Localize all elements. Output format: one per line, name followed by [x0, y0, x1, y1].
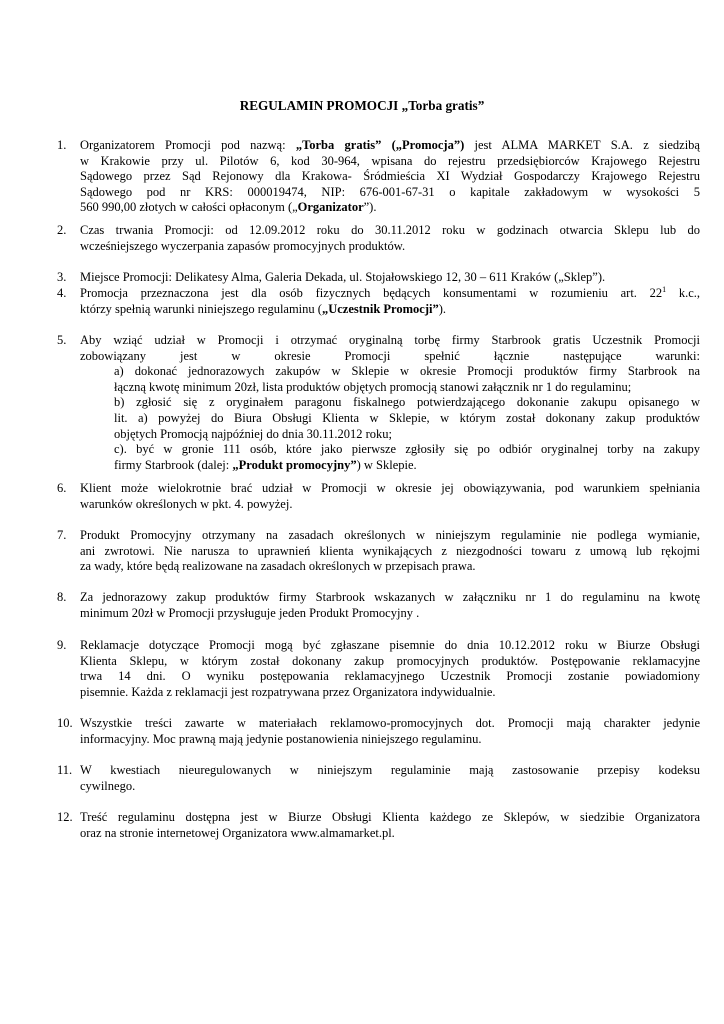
text-line: zobowiązany jest w okresie Promocji spełnić łącznie następujące warunki: [80, 348, 700, 363]
text-line: Sądowego przez Sąd Rejonowy dla Krakowa- Śródmieścia XI Wydział Gospodarczy Krajowego Rejestru [80, 169, 700, 184]
text-line: Sądowego pod nr KRS: 000019474, NIP: 676-001-67-31 o kapitale zakładowym w wysokości 5 [80, 184, 700, 199]
text-line: c). być w gronie 111 osób, które jako pierwsze zgłosiły się po odbiór oryginalnej torby na zakupy [114, 442, 700, 457]
item-number: 4. [57, 286, 67, 300]
text-line: Miejsce Promocji: Delikatesy Alma, Galeria Dekada, ul. Stojałowskiego 12, 30 – 611 Kraków („Sklep”). [80, 270, 606, 284]
text-line: informacyjny. Moc prawną mają jedynie postanowienia niniejszego regulaminu. [80, 731, 482, 746]
item-text [80, 138, 700, 216]
text-line: minimum 20zł w Promocji przysługuje jeden Produkt Promocyjny . [80, 605, 420, 620]
text-line: Reklamacje dotyczące Promocji mogą być zgłaszane pisemnie do dnia 10.12.2012 roku w Biurze Obsługi [80, 638, 700, 652]
item-text [80, 270, 700, 286]
text-line: oraz na stronie internetowej Organizatora www.almamarket.pl. [80, 825, 395, 840]
text-line: firmy Starbrook (dalej: „Produkt promocyjny”) w Sklepie. [114, 457, 417, 472]
bold-term: „Torba gratis” („Promocja”) [295, 138, 465, 152]
text-line: łączną kwotę minimum 20zł, lista produktów objętych promocją stanowi załącznik nr 1 do regulaminu; [114, 379, 632, 394]
item-text [80, 810, 700, 841]
item-text [80, 333, 700, 473]
text-line: Aby wziąć udział w Promocji i otrzymać oryginalną torbę firmy Starbrook gratis Uczestnik Promocji [80, 333, 700, 347]
text-line: Czas trwania Promocji: od 12.09.2012 roku do 30.11.2012 roku w godzinach otwarcia Sklepu lub do [80, 223, 700, 237]
item-text [80, 763, 700, 794]
text-line: ani zwrotowi. Nie narusza to uprawnień klienta wynikających z niezgodności towaru z umową lub rękojmi [80, 543, 700, 558]
text-line: Za jednorazowy zakup produktów firmy Starbrook wskazanych w załączniku nr 1 do regulaminu na kwotę [80, 590, 700, 604]
item-number: 12. [57, 810, 73, 824]
text-line: Treść regulaminu dostępna jest w Biurze Obsługi Klienta każdego ze Sklepów, w siedzibie Organizatora [80, 810, 700, 824]
text-line: Produkt Promocyjny otrzymany na zasadach określonych w niniejszym regulaminie nie podlega wymianie, [80, 528, 700, 542]
item-number: 10. [57, 716, 73, 730]
text-line: objętych Promocją najpóźniej do dnia 30.11.2012 roku; [114, 426, 392, 441]
text-line: trwa 14 dni. O wyniku postępowania reklamacyjnego Uczestnik Promocji zostanie powiadomiony [80, 669, 700, 684]
text-line: lit. a) powyżej do Biura Obsługi Klienta w Sklepie, w którym został dokonany zakup produktów [114, 410, 700, 425]
text-line: Promocja przeznaczona jest dla osób fizycznych będących konsumentami w rozumieniu art. $22^1$ k.c., [80, 284, 700, 300]
item-number: 1. [57, 138, 67, 152]
item-text [80, 528, 700, 575]
item-number: 9. [57, 638, 67, 652]
text-line: pisemnie. Każda z reklamacji jest rozpatrywana przez Organizatora indywidualnie. [80, 684, 496, 699]
text-line: wcześniejszego wyczerpania zapasów promocyjnych produktów. [80, 238, 406, 253]
text-line: w Krakowie przy ul. Pilotów 6, kod 30-964, wpisana do rejestru przedsiębiorców Krajowego Rejestru [80, 153, 700, 168]
item-number: 5. [57, 333, 67, 347]
bold-term: „Uczestnik Promocji” [321, 301, 439, 316]
item-text [80, 716, 700, 747]
item-text [80, 286, 700, 317]
superscript: 1 [662, 284, 667, 294]
text-line: 560 990,00 złotych w całości opłaconym („Organizator”). [80, 200, 377, 215]
document-title: REGULAMIN PROMOCJI „Torba gratis” [239, 98, 485, 113]
text-line: Organizatorem Promocji pod nazwą: „Torba gratis” („Promocja”) jest ALMA MARKET S.A. z siedzibą [80, 138, 700, 152]
item-number: 11. [57, 763, 73, 777]
item-number: 6. [57, 481, 67, 495]
text-line: Wszystkie treści zawarte w materiałach reklamowo-promocyjnych dot. Promocji mają charakter jedynie [80, 716, 700, 730]
item-number: 8. [57, 590, 67, 604]
text-line: b) zgłosić się z oryginałem paragonu fiskalnego potwierdzającego dokonanie zakupu opisanego w [114, 395, 700, 410]
item-number: 7. [57, 528, 67, 542]
item-text [80, 223, 700, 254]
text-line: W kwestiach nieuregulowanych w niniejszym regulaminie mają zastosowanie przepisy kodeksu [80, 763, 700, 777]
text-line: którzy spełnią warunki niniejszego regulaminu („Uczestnik Promocji”). [80, 301, 447, 316]
bold-term: „Produkt promocyjny” [232, 457, 357, 472]
text-line: Klient może wielokrotnie brać udział w Promocji w okresie jej obowiązywania, pod warunkiem spełniania [80, 481, 700, 495]
text-line: za wady, które będą realizowane na zasadach określonych w przepisach prawa. [80, 559, 476, 574]
item-text [80, 638, 700, 700]
text-line: cywilnego. [80, 778, 136, 793]
item-number: 3. [57, 270, 67, 284]
item-text [80, 481, 700, 512]
item-number: 2. [57, 223, 67, 237]
text-line: warunków określonych w pkt. 4. powyżej. [80, 496, 293, 511]
item-text [80, 590, 700, 621]
text-line: Klienta Sklepu, w którym został dokonany zakup promocyjnych produktów. Postępowanie reklamacyjne [80, 653, 700, 668]
text-line: a) dokonać jednorazowych zakupów w Sklepie w okresie Promocji produktów firmy Starbrook na [114, 364, 700, 379]
bold-term: Organizator [297, 200, 364, 215]
